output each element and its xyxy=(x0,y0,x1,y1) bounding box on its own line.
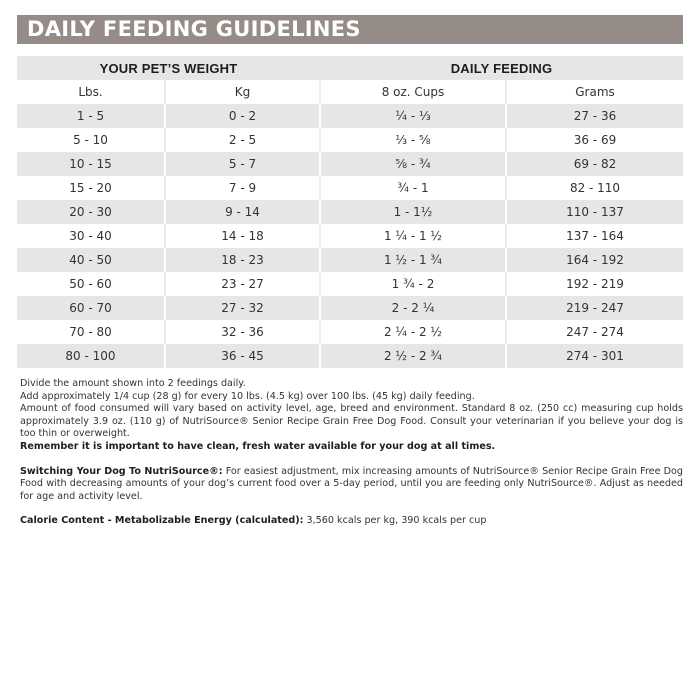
cell-lbs: 40 - 50 xyxy=(17,248,165,272)
cell-cups: ⅓ - ⅝ xyxy=(320,128,506,152)
table-row xyxy=(17,296,683,320)
cell-lbs: 80 - 100 xyxy=(17,344,165,368)
cell-cups: 1 ½ - 1 ¾ xyxy=(320,248,506,272)
cell-lbs: 70 - 80 xyxy=(17,320,165,344)
cell-kg: 7 - 9 xyxy=(165,176,320,200)
cell-grams: 137 - 164 xyxy=(566,229,624,243)
table-row xyxy=(17,344,683,368)
cell-cups: 2 ½ - 2 ¾ xyxy=(320,344,506,368)
table-row xyxy=(17,200,683,224)
cell-lbs: 10 - 15 xyxy=(17,152,165,176)
cell-grams: 27 - 36 xyxy=(506,104,683,128)
cell-cups: 1 - 1½ xyxy=(320,200,506,224)
table-group-header-row xyxy=(17,56,683,80)
cell-grams: 274 - 301 xyxy=(506,344,683,368)
cell-grams: 69 - 82 xyxy=(506,152,683,176)
note-add-amount: Add approximately 1/4 cup (28 g) for every 10 lbs. (4.5 kg) over 100 lbs. (45 kg) daily feeding. xyxy=(20,390,475,402)
page-title-banner xyxy=(17,15,683,44)
cell-grams: 219 - 247 xyxy=(506,296,683,320)
column-header-lbs: Lbs. xyxy=(17,80,165,104)
cell-lbs: 30 - 40 xyxy=(17,224,165,248)
column-header-grams: Grams xyxy=(575,85,615,99)
note-divide: Divide the amount shown into 2 feedings daily. xyxy=(20,378,246,389)
table-row xyxy=(17,272,683,296)
page-title: DAILY FEEDING GUIDELINES xyxy=(27,17,361,41)
cell-lbs: 5 - 10 xyxy=(17,128,165,152)
table-row xyxy=(17,152,683,176)
cell-kg: 32 - 36 xyxy=(165,320,320,344)
cell-kg: 27 - 32 xyxy=(165,296,320,320)
cell-cups: ¾ - 1 xyxy=(320,176,506,200)
note-calorie-content xyxy=(20,515,683,528)
cell-lbs: 1 - 5 xyxy=(17,104,165,128)
cell-lbs: 60 - 70 xyxy=(17,296,165,320)
group-header-daily-feeding: DAILY FEEDING xyxy=(320,56,683,80)
cell-kg: 9 - 14 xyxy=(165,200,320,224)
note-water-reminder: Remember it is important to have clean, fresh water available for your dog at all times. xyxy=(20,440,496,452)
group-header-weight: YOUR PET’S WEIGHT xyxy=(17,56,320,80)
feeding-table xyxy=(17,56,683,368)
table-row xyxy=(17,176,683,200)
cell-cups: ¼ - ⅓ xyxy=(320,104,506,128)
cell-grams: 82 - 110 xyxy=(569,181,621,195)
cell-grams: 247 - 274 xyxy=(566,325,624,339)
cell-kg: 36 - 45 xyxy=(165,344,320,368)
cell-cups: 2 ¼ - 2 ½ xyxy=(320,320,506,344)
cell-grams: 110 - 137 xyxy=(506,200,683,224)
cell-kg: 5 - 7 xyxy=(165,152,320,176)
cell-kg: 23 - 27 xyxy=(165,272,320,296)
calorie-text: 3,560 kcals per kg, 390 kcals per cup xyxy=(303,515,487,527)
column-header-kg: Kg xyxy=(165,80,320,104)
table-row xyxy=(17,320,683,344)
note-switching xyxy=(20,466,683,504)
cell-cups: 1 ¼ - 1 ½ xyxy=(320,224,506,248)
cell-cups: 2 - 2 ¼ xyxy=(320,296,506,320)
cell-lbs: 20 - 30 xyxy=(17,200,165,224)
cell-kg: 14 - 18 xyxy=(165,224,320,248)
cell-grams: 192 - 219 xyxy=(566,277,624,291)
cell-lbs: 50 - 60 xyxy=(17,272,165,296)
switching-label: Switching Your Dog To NutriSource®: xyxy=(20,465,223,477)
switching-text: For easiest adjustment, mix increasing amounts of NutriSource® Senior Recipe Grain Free Dog Food with decreasing amounts of your dog’s current food over a 5-day period, until you are feeding only NutriSource®. Adjust as needed for age and activity level. xyxy=(20,465,683,502)
table-column-header-row xyxy=(17,80,683,104)
table-row xyxy=(17,128,683,152)
note-amount-varies: Amount of food consumed will vary based on activity level, age, breed and environment. Standard 8 oz. (250 cc) measuring cup holds approximately 3.9 oz. (110 g) of NutriSource® Senior Recipe Grain Free Dog Food. Consult your veterinarian if you believe your dog is too thin or overweight. xyxy=(20,403,683,440)
table-row xyxy=(17,104,683,128)
table-row xyxy=(17,224,683,248)
cell-grams: 164 - 192 xyxy=(506,248,683,272)
cell-grams: 36 - 69 xyxy=(573,133,617,147)
cell-lbs: 15 - 20 xyxy=(17,176,165,200)
calorie-label: Calorie Content - Metabolizable Energy (calculated): xyxy=(20,515,304,527)
cell-kg: 2 - 5 xyxy=(165,128,320,152)
feeding-notes xyxy=(20,378,683,528)
cell-kg: 18 - 23 xyxy=(165,248,320,272)
cell-kg: 0 - 2 xyxy=(165,104,320,128)
cell-cups: ⅝ - ¾ xyxy=(320,152,506,176)
cell-cups: 1 ¾ - 2 xyxy=(320,272,506,296)
table-row xyxy=(17,248,683,272)
column-header-cups: 8 oz. Cups xyxy=(320,80,506,104)
